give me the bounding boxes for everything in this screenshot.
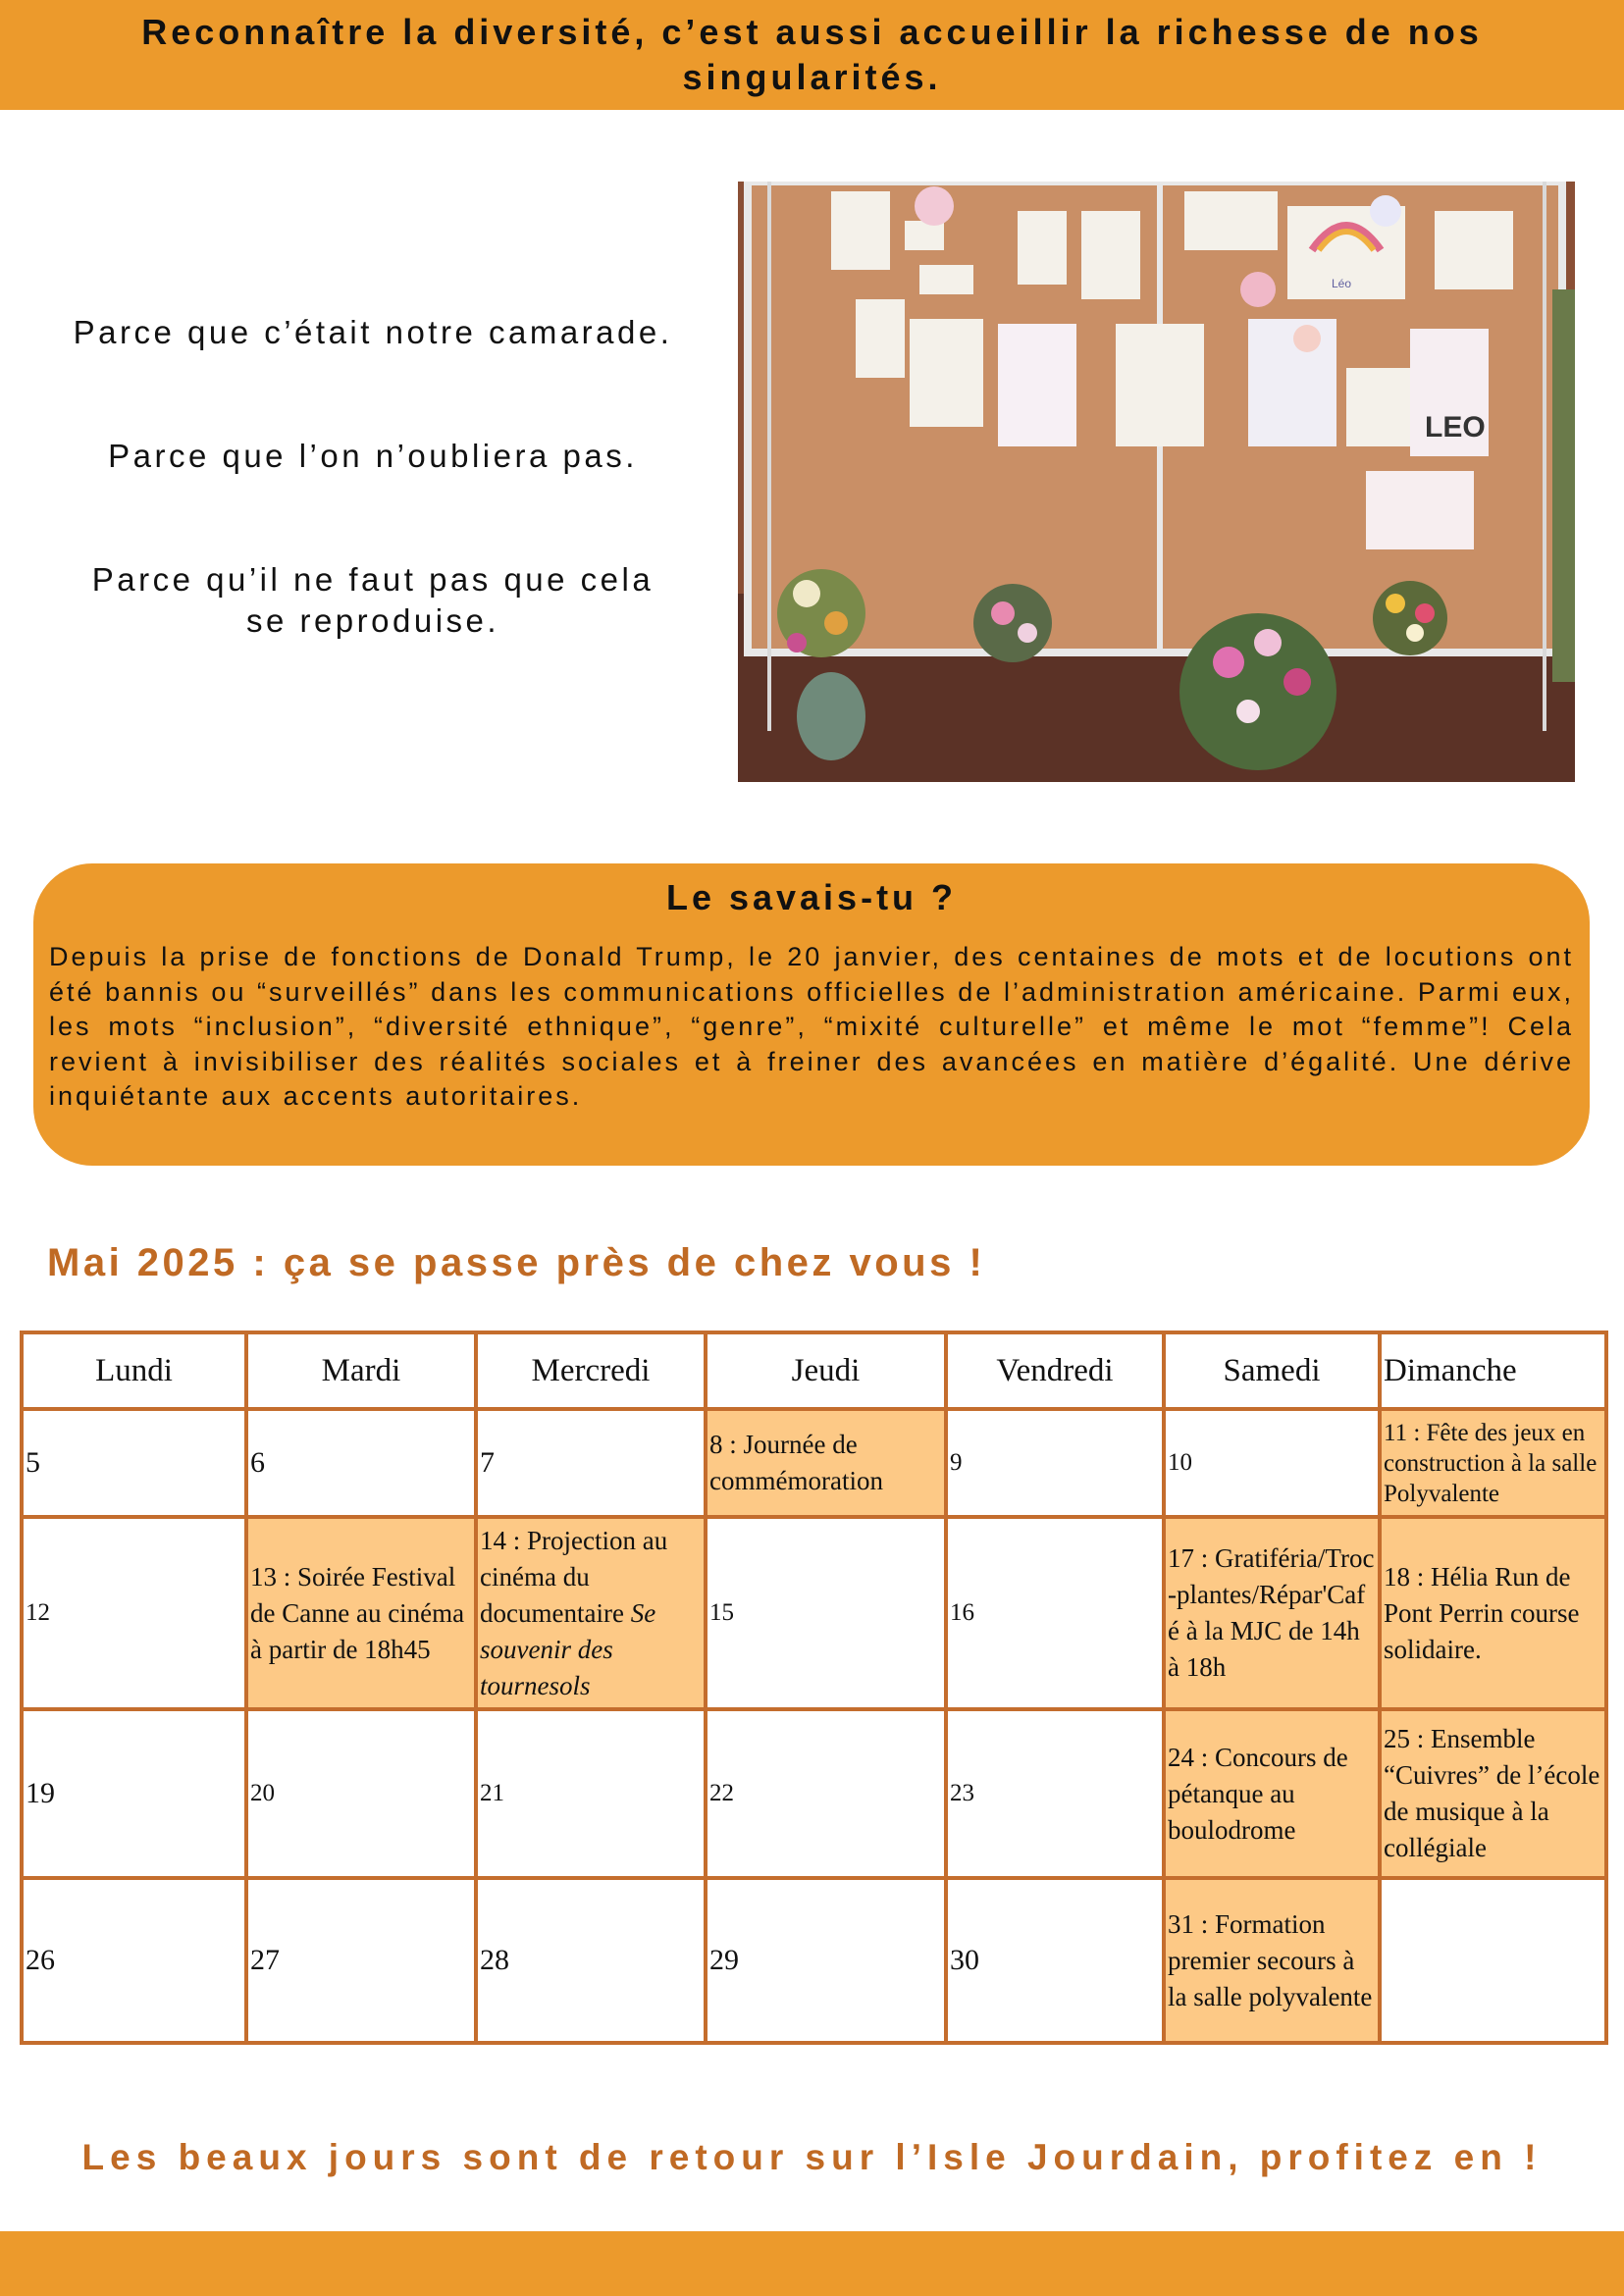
- reason-3: Parce qu’il ne faut pas que cela se reproduise.: [91, 561, 655, 639]
- calendar-event-24: 24 : Concours de pétanque au boulodrome: [1164, 1709, 1380, 1878]
- calendar-cell-30: 30: [946, 1878, 1164, 2043]
- calendar-cell-9: 9: [946, 1409, 1164, 1517]
- calendar-cell-6: 6: [246, 1409, 476, 1517]
- calendar-event-13: 13 : Soirée Festival de Canne au cinéma à partir de 18h45: [246, 1517, 476, 1709]
- calendar-header-row: [22, 1332, 1606, 1409]
- calendar-event-18: 18 : Hélia Run de Pont Perrin course solidaire.: [1380, 1517, 1606, 1709]
- memorial-photo: [738, 182, 1575, 782]
- calendar-event-31: 31 : Formation premier secours à la salle polyvalente: [1164, 1878, 1380, 2043]
- calendar-cell-5: 5: [22, 1409, 246, 1517]
- calendar-cell-19: 19: [22, 1709, 246, 1878]
- calendar-cell-27: 27: [246, 1878, 476, 2043]
- calendar-event-14-film-title: Se souvenir des tournesols: [480, 1597, 656, 1700]
- day-header-mercredi: Mercredi: [476, 1332, 706, 1409]
- savais-tu-body: Depuis la prise de fonctions de Donald Trump, le 20 janvier, des centaines de mots et de locutions ont été bannis ou “surveillés” dans les communications officielles de l’administration américaine. Parmi eux, les mots “inclusion”, “diversité ethnique”, “genre”, “mixité culturelle” et même le mot “femme”! Cela revient à invisibiliser des réalités sociales et à freiner des avancées en matière d’égalité. Une dérive inquiétante aux accents autoritaires.: [49, 942, 1574, 1111]
- calendar-week-row: [22, 1878, 1606, 2043]
- calendar-cell-20: 20: [246, 1709, 476, 1878]
- day-header-samedi: Samedi: [1164, 1332, 1380, 1409]
- calendar-cell-16: 16: [946, 1517, 1164, 1709]
- day-header-mardi: Mardi: [246, 1332, 476, 1409]
- calendar-event-25: 25 : Ensemble “Cuivres” de l’école de musique à la collégiale: [1380, 1709, 1606, 1878]
- calendar-week-row: [22, 1409, 1606, 1517]
- photo-label-leo-2: LEO: [1425, 411, 1486, 444]
- day-header-dimanche: Dimanche: [1380, 1332, 1606, 1409]
- calendar-title: Mai 2025 : ça se passe près de chez vous !: [47, 1241, 986, 1284]
- calendar-event-14: [476, 1517, 706, 1709]
- calendar-cell-28: 28: [476, 1878, 706, 2043]
- savais-tu-title: Le savais-tu ?: [665, 877, 958, 917]
- calendar-cell-29: 29: [706, 1878, 946, 2043]
- calendar-event-14-text: 14 : Projection au cinéma du documentaire: [480, 1525, 668, 1628]
- calendar-cell-empty: [1380, 1878, 1606, 2043]
- reasons-block: [29, 294, 716, 642]
- photo-label-leo-1: Léo: [1332, 277, 1352, 290]
- banner-title: Reconnaître la diversité, c’est aussi accueillir la richesse de nos singularités.: [141, 12, 1483, 97]
- day-header-vendredi: Vendredi: [946, 1332, 1164, 1409]
- calendar-cell-7: 7: [476, 1409, 706, 1517]
- memorial-photo-illustration: [738, 182, 1575, 782]
- day-header-jeudi: Jeudi: [706, 1332, 946, 1409]
- calendar-week-row: [22, 1709, 1606, 1878]
- calendar-cell-23: 23: [946, 1709, 1164, 1878]
- calendar-event-8: 8 : Journée de commémoration: [706, 1409, 946, 1517]
- day-header-lundi: Lundi: [22, 1332, 246, 1409]
- footer-bar: [0, 2231, 1624, 2296]
- calendar-cell-21: 21: [476, 1709, 706, 1878]
- reason-1: Parce que c’était notre camarade.: [73, 314, 673, 350]
- calendar-cell-10: 10: [1164, 1409, 1380, 1517]
- calendar-cell-26: 26: [22, 1878, 246, 2043]
- calendar-cell-12: 12: [22, 1517, 246, 1709]
- calendar-event-17: 17 : Gratiféria/Troc-plantes/Répar'Café à la MJC de 14h à 18h: [1164, 1517, 1380, 1709]
- calendar-cell-15: 15: [706, 1517, 946, 1709]
- reason-2: Parce que l’on n’oubliera pas.: [108, 438, 638, 474]
- top-banner: [0, 0, 1624, 110]
- savais-tu-box: [33, 863, 1590, 1166]
- calendar-week-row: [22, 1517, 1606, 1709]
- calendar-cell-22: 22: [706, 1709, 946, 1878]
- calendar-table: [20, 1331, 1608, 2045]
- footer-message: Les beaux jours sont de retour sur l’Isle Jourdain, profitez en !: [81, 2137, 1543, 2177]
- calendar-event-11: 11 : Fête des jeux en construction à la salle Polyvalente: [1380, 1409, 1606, 1517]
